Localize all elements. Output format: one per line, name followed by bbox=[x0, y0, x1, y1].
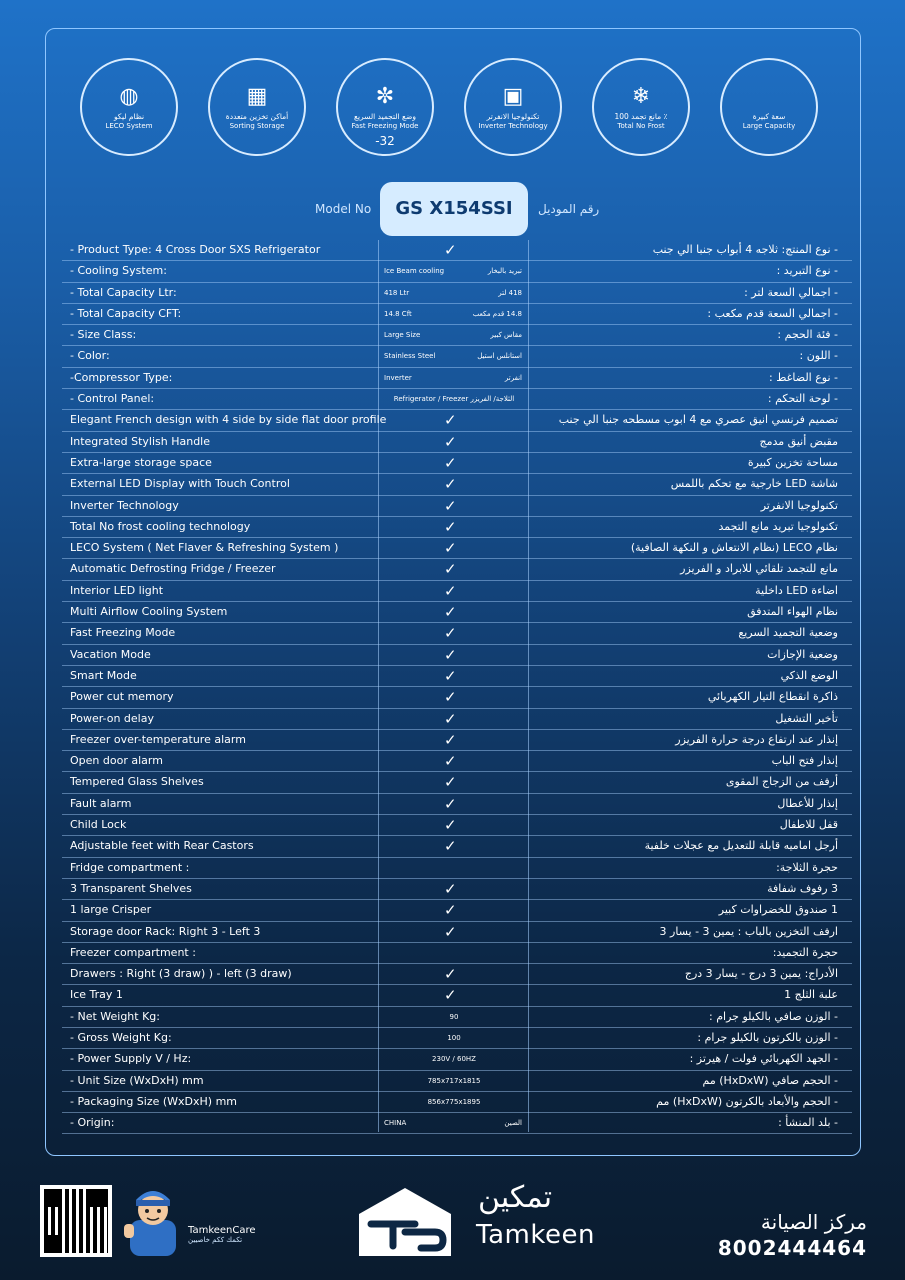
spec-row bbox=[62, 666, 852, 687]
tamkeen-logo-icon bbox=[355, 1184, 455, 1260]
spec-label-ar: تكنولوجيا الانفرتر bbox=[760, 498, 838, 512]
spec-row bbox=[62, 985, 852, 1006]
spec-label-ar: شاشة LED خارجية مع تحكم باللمس bbox=[670, 477, 838, 491]
spec-value: 785x717x1815 bbox=[427, 1076, 481, 1085]
check-icon: ✓ bbox=[444, 624, 457, 643]
spec-label-en: Multi Airflow Cooling System bbox=[70, 605, 228, 619]
spec-row bbox=[62, 581, 852, 602]
feature-label-en: LECO System bbox=[105, 122, 153, 130]
spec-row bbox=[62, 836, 852, 857]
model-row bbox=[70, 182, 840, 236]
spec-row bbox=[62, 1007, 852, 1028]
spec-label-ar: مانع للتجمد تلقائي للابراد و الفريزر bbox=[680, 562, 838, 576]
spec-label-en: Total No frost cooling technology bbox=[70, 519, 251, 533]
check-icon: ✓ bbox=[444, 560, 457, 579]
service-center-label: مركز الصيانة bbox=[760, 1210, 867, 1234]
spec-row bbox=[62, 1092, 852, 1113]
feature-label-ar: سعة كبيرة bbox=[752, 112, 786, 121]
inverter-icon: ▣ bbox=[502, 84, 524, 109]
spec-value-ar: الصين bbox=[504, 1119, 522, 1128]
spec-label-en: Inverter Technology bbox=[70, 498, 179, 512]
spec-row bbox=[62, 304, 852, 325]
care-brand-name: TamkeenCare bbox=[188, 1225, 256, 1236]
feature-label-en: Fast Freezing Mode bbox=[351, 122, 419, 130]
spec-label-ar: - الحجم والأبعاد بالكرتون (HxDxW) مم bbox=[656, 1094, 838, 1108]
spec-value: 90 bbox=[449, 1012, 459, 1021]
model-number: GS X154SSI bbox=[380, 182, 528, 236]
spec-row bbox=[62, 772, 852, 793]
technician-mascot-icon bbox=[122, 1184, 184, 1256]
spec-label-ar: ارفف التخزين بالباب : يمين 3 - يسار 3 bbox=[659, 924, 838, 938]
spec-label-en: - Total Capacity Ltr: bbox=[70, 285, 177, 299]
spec-row bbox=[62, 325, 852, 346]
spec-row bbox=[62, 623, 852, 644]
check-icon: ✓ bbox=[444, 581, 457, 600]
spec-row bbox=[62, 1113, 852, 1134]
spec-label-en: - Gross Weight Kg: bbox=[70, 1030, 172, 1044]
feature-label-en: Large Capacity bbox=[742, 122, 796, 130]
spec-label-en: Fast Freezing Mode bbox=[70, 626, 176, 640]
spec-label-en: Power-on delay bbox=[70, 711, 154, 725]
spec-label-ar: إنذار للأعطال bbox=[777, 796, 838, 810]
model-label-ar: رقم الموديل bbox=[538, 202, 600, 216]
feature-label-en: Sorting Storage bbox=[229, 122, 285, 130]
spec-label-ar: تأخير التشغيل bbox=[775, 711, 838, 725]
spec-label-en: - Power Supply V / Hz: bbox=[70, 1052, 192, 1066]
check-icon: ✓ bbox=[444, 986, 457, 1005]
check-icon: ✓ bbox=[444, 517, 457, 536]
spec-label-ar: - الحجم صافي (HxDxW) مم bbox=[702, 1073, 838, 1087]
spec-label-ar: - اللون : bbox=[799, 349, 838, 363]
spec-label-en: - Product Type: 4 Cross Door SXS Refrigerator bbox=[70, 243, 321, 256]
spec-value-en: Ice Beam cooling bbox=[384, 267, 445, 276]
feature-label-ar: نظام ليكو bbox=[113, 112, 145, 121]
feature-label-ar: مانع تجمد 100 ٪ bbox=[614, 112, 668, 121]
spec-label-ar: نظام LECO (نظام الانتعاش و النكهة الصافية) bbox=[630, 541, 838, 555]
spec-label-ar: - نوع الضاغط : bbox=[769, 370, 838, 384]
check-icon: ✓ bbox=[444, 901, 457, 920]
check-icon: ✓ bbox=[444, 539, 457, 558]
spec-row bbox=[62, 261, 852, 282]
care-brand-sub: تكمك ككم خاصيين bbox=[188, 1236, 243, 1244]
spec-label-en: Elegant French design with 4 side by side flat door profile bbox=[70, 413, 387, 427]
spec-label-en: Tempered Glass Shelves bbox=[70, 775, 204, 789]
spec-value-en: 418 Ltr bbox=[384, 288, 410, 297]
spec-value: Refrigerator / Freezer الثلاجة/ الفريزر bbox=[393, 395, 515, 404]
spec-row bbox=[62, 964, 852, 985]
check-icon: ✓ bbox=[444, 475, 457, 494]
spec-row bbox=[62, 368, 852, 389]
spec-row bbox=[62, 389, 852, 410]
model-label-en: Model No bbox=[315, 202, 372, 216]
spec-label-ar: أرفف من الزجاج المقوى bbox=[725, 775, 838, 789]
spec-row bbox=[62, 496, 852, 517]
spec-value: 230V / 60HZ bbox=[432, 1055, 476, 1064]
spec-row bbox=[62, 432, 852, 453]
spec-row bbox=[62, 410, 852, 431]
check-icon: ✓ bbox=[444, 688, 457, 707]
spec-label-en: Automatic Defrosting Fridge / Freezer bbox=[70, 562, 276, 576]
spec-label-en: Storage door Rack: Right 3 - Left 3 bbox=[70, 924, 261, 938]
spec-label-en: 1 large Crisper bbox=[70, 903, 152, 917]
spec-value-ar: مقاس كبير bbox=[490, 331, 522, 340]
spec-label-ar: - الجهد الكهربائي فولت / هيرتز : bbox=[689, 1052, 838, 1066]
spec-label-en: 3 Transparent Shelves bbox=[70, 881, 192, 895]
spec-value-ar: انفرتر bbox=[504, 373, 522, 382]
spec-label-en: Ice Tray 1 bbox=[70, 988, 123, 1002]
spec-row bbox=[62, 240, 852, 261]
spec-label-en: Child Lock bbox=[70, 818, 127, 832]
feature-label-ar: وضع التجميد السريع bbox=[353, 112, 417, 121]
spec-label-ar: نظام الهواء المتدفق bbox=[747, 605, 838, 619]
spec-value-ar: استانلس استيل bbox=[477, 352, 522, 361]
sorting-storage-icon: ▦ bbox=[246, 84, 268, 109]
spec-label-ar: علبة الثلج 1 bbox=[784, 988, 838, 1002]
check-icon: ✓ bbox=[444, 241, 457, 259]
spec-label-en: - Color: bbox=[70, 349, 110, 363]
feature-inverter bbox=[464, 58, 562, 156]
feature-label-ar: أماكن تخزين متعددة bbox=[225, 112, 289, 121]
spec-value: 856x775x1895 bbox=[427, 1097, 481, 1106]
spec-label-ar: قفل للاطفال bbox=[779, 818, 838, 832]
fast-freezing-icon: ✼ bbox=[375, 84, 395, 109]
spec-label-en: - Size Class: bbox=[70, 328, 137, 342]
spec-label-ar: حجرة التجميد: bbox=[772, 945, 838, 959]
spec-label-en: LECO System ( Net Flaver & Refreshing System ) bbox=[70, 541, 339, 555]
check-icon: ✓ bbox=[444, 411, 457, 430]
check-icon: ✓ bbox=[444, 773, 457, 792]
spec-label-ar: - نوع التبريد : bbox=[776, 264, 838, 278]
check-icon: ✓ bbox=[444, 666, 457, 685]
check-icon: ✓ bbox=[444, 603, 457, 622]
spec-label-ar: - لوحة التحكم : bbox=[767, 392, 838, 406]
spec-label-en: - Net Weight Kg: bbox=[70, 1009, 160, 1023]
spec-label-ar: اضاءة LED داخلية bbox=[755, 583, 838, 597]
spec-row bbox=[62, 346, 852, 367]
check-icon: ✓ bbox=[444, 879, 457, 898]
feature-sorting-storage bbox=[208, 58, 306, 156]
check-icon: ✓ bbox=[444, 837, 457, 856]
spec-row bbox=[62, 474, 852, 495]
spec-label-ar: تصميم فرنسي انيق عصري مع 4 ابوب مسطحه جنبا الي جنب bbox=[558, 413, 838, 427]
spec-value: 100 bbox=[447, 1033, 461, 1042]
spec-label-en: Fridge compartment : bbox=[70, 860, 190, 874]
spec-label-ar: إنذار عند ارتفاع درجة حرارة الفريزر bbox=[675, 732, 838, 746]
spec-row bbox=[62, 687, 852, 708]
spec-row bbox=[62, 730, 852, 751]
check-icon: ✓ bbox=[444, 922, 457, 941]
spec-row bbox=[62, 1071, 852, 1092]
feature-temperature: -32 bbox=[375, 134, 395, 148]
check-icon: ✓ bbox=[444, 645, 457, 664]
spec-value-en: Inverter bbox=[384, 373, 412, 382]
spec-label-ar: مقبض أنيق مدمج bbox=[759, 434, 838, 448]
footer bbox=[0, 1170, 905, 1280]
check-icon: ✓ bbox=[444, 453, 457, 472]
spec-row bbox=[62, 751, 852, 772]
logo-arabic: تمكين bbox=[478, 1180, 553, 1215]
check-icon: ✓ bbox=[444, 965, 457, 984]
spec-value-en: Stainless Steel bbox=[384, 352, 436, 361]
spec-label-ar: ذاكرة انقطاع التيار الكهربائي bbox=[707, 690, 838, 704]
spec-label-en: Interior LED light bbox=[70, 583, 164, 597]
feature-icons bbox=[80, 58, 826, 158]
care-brand bbox=[188, 1225, 256, 1244]
spec-label-ar: - اجمالي السعة قدم مكعب : bbox=[707, 306, 838, 320]
feature-leco bbox=[80, 58, 178, 156]
spec-label-ar: مساحة تخزين كبيرة bbox=[747, 455, 838, 469]
spec-label-ar: تكنولوجيا تبريد مانع التجمد bbox=[718, 519, 838, 533]
spec-label-ar: - فئة الحجم : bbox=[777, 328, 838, 342]
spec-row bbox=[62, 602, 852, 623]
spec-row bbox=[62, 815, 852, 836]
spec-row bbox=[62, 943, 852, 964]
spec-label-en: - Origin: bbox=[70, 1116, 115, 1130]
spec-value-ar: 14.8 قدم مكعب bbox=[472, 309, 522, 318]
spec-row bbox=[62, 900, 852, 921]
spec-label-en: Drawers : Right (3 draw) ) - left (3 draw) bbox=[70, 967, 292, 981]
spec-label-en: Power cut memory bbox=[70, 690, 174, 704]
spec-row bbox=[62, 858, 852, 879]
spec-value-en: CHINA bbox=[384, 1119, 407, 1128]
no-frost-icon: ❄ bbox=[631, 84, 651, 109]
spec-label-ar: - اجمالي السعة لتر : bbox=[744, 285, 838, 299]
spec-label-ar: وضعية التجميد السريع bbox=[738, 626, 838, 640]
spec-label-en: Adjustable feet with Rear Castors bbox=[70, 839, 254, 853]
spec-row bbox=[62, 453, 852, 474]
logo-english: Tamkeen bbox=[476, 1220, 595, 1250]
spec-label-en: Extra-large storage space bbox=[70, 455, 212, 469]
spec-label-en: - Total Capacity CFT: bbox=[70, 306, 182, 320]
qr-code bbox=[40, 1185, 112, 1257]
feature-label-ar: تكنولوجيا الانفرتر bbox=[486, 112, 540, 121]
spec-label-en: External LED Display with Touch Control bbox=[70, 477, 290, 491]
spec-label-en: - Unit Size (WxDxH) mm bbox=[70, 1073, 204, 1087]
spec-row bbox=[62, 517, 852, 538]
spec-label-en: Vacation Mode bbox=[70, 647, 151, 661]
feature-label-en: Inverter Technology bbox=[478, 122, 548, 130]
spec-row bbox=[62, 1028, 852, 1049]
leco-icon: ◍ bbox=[119, 84, 139, 109]
spec-label-ar: 3 رفوف شفافة bbox=[767, 881, 838, 895]
spec-label-en: Integrated Stylish Handle bbox=[70, 434, 211, 448]
spec-label-ar: - بلد المنشأ : bbox=[778, 1116, 838, 1130]
feature-fast-freezing bbox=[336, 58, 434, 156]
feature-no-frost bbox=[592, 58, 690, 156]
spec-row bbox=[62, 645, 852, 666]
spec-label-ar: - الوزن صافي بالكيلو جرام : bbox=[709, 1009, 838, 1023]
spec-label-en: Smart Mode bbox=[70, 668, 137, 682]
spec-label-en: -Compressor Type: bbox=[70, 370, 173, 384]
check-icon: ✓ bbox=[444, 709, 457, 728]
large-capacity-icon bbox=[722, 82, 816, 112]
spec-label-en: - Cooling System: bbox=[70, 264, 167, 278]
spec-label-en: - Control Panel: bbox=[70, 392, 155, 406]
spec-label-en: - Packaging Size (WxDxH) mm bbox=[70, 1094, 238, 1108]
check-icon: ✓ bbox=[444, 432, 457, 451]
spec-label-ar: أرجل اماميه قابلة للتعديل مع عجلات خلفية bbox=[644, 839, 838, 853]
spec-table bbox=[62, 240, 852, 1134]
check-icon: ✓ bbox=[444, 794, 457, 813]
check-icon: ✓ bbox=[444, 752, 457, 771]
spec-label-en: Open door alarm bbox=[70, 754, 163, 768]
spec-label-ar: 1 صندوق للخضراوات كبير bbox=[718, 903, 838, 917]
spec-value-en: 14.8 Cft bbox=[384, 309, 412, 318]
check-icon: ✓ bbox=[444, 816, 457, 835]
spec-row bbox=[62, 709, 852, 730]
spec-label-en: Freezer over-temperature alarm bbox=[70, 732, 246, 746]
feature-large-capacity bbox=[720, 58, 818, 156]
spec-label-en: Freezer compartment : bbox=[70, 945, 196, 959]
check-icon: ✓ bbox=[444, 496, 457, 515]
spec-label-en: Fault alarm bbox=[70, 796, 132, 810]
spec-row bbox=[62, 538, 852, 559]
spec-label-ar: وضعية الإجازات bbox=[767, 647, 838, 661]
spec-label-ar: حجرة الثلاجة: bbox=[776, 860, 838, 874]
spec-row bbox=[62, 879, 852, 900]
spec-label-ar: - نوع المنتج: ثلاجه 4 أبواب جنبا الي جنب bbox=[652, 243, 838, 256]
spec-value-ar: 418 لتر bbox=[498, 288, 522, 297]
spec-row bbox=[62, 283, 852, 304]
service-phone: 8002444464 bbox=[717, 1236, 867, 1260]
spec-row bbox=[62, 559, 852, 580]
spec-row bbox=[62, 1049, 852, 1070]
spec-value-en: Large Size bbox=[384, 331, 421, 340]
spec-row bbox=[62, 794, 852, 815]
feature-label-en: Total No Frost bbox=[617, 122, 665, 130]
spec-label-ar: إنذار فتح الباب bbox=[771, 754, 838, 768]
check-icon: ✓ bbox=[444, 730, 457, 749]
spec-label-ar: الأدراج: يمين 3 درج - يسار 3 درج bbox=[684, 967, 838, 981]
spec-label-ar: الوضع الذكي bbox=[780, 668, 838, 682]
spec-value-ar: تبريد بالبخار bbox=[487, 267, 522, 276]
spec-label-ar: - الوزن بالكرتون بالكيلو جرام : bbox=[697, 1030, 838, 1044]
spec-row bbox=[62, 922, 852, 943]
